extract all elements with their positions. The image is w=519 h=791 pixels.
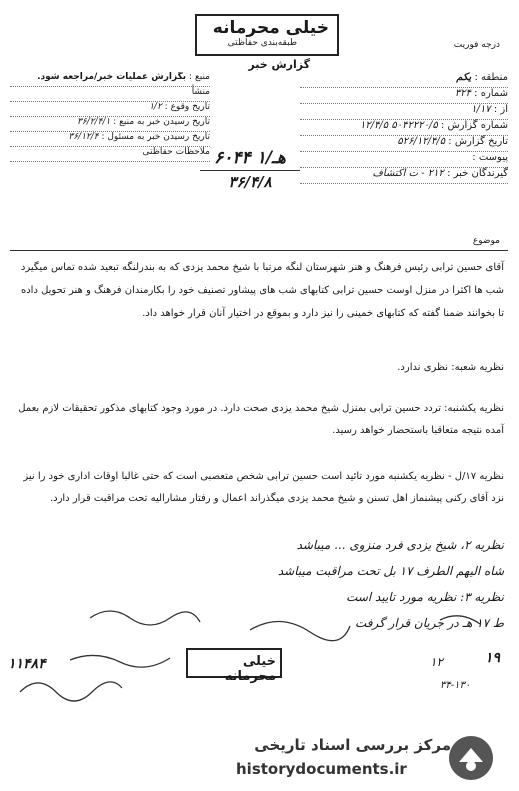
field-row: از : ۱/۱۷ <box>300 104 508 120</box>
field-value: ۵۲۶/۱۲/۴/۵ <box>397 136 446 147</box>
field-value: ۲۱۲ - ت اکتشاف <box>372 168 444 179</box>
handwritten-line: نظریه ۲، شیخ یزدی فرد منزوی ... میباشد <box>296 538 504 552</box>
field-value: بگزارش عملیات خبر/مراجعه شود. <box>37 72 187 82</box>
opinion-3: نظریه ۱۷/ل - نظریه یکشنبه مورد تائید است حسین ترابی شخص متعصبی است که حتی غالبا اوقات اداری خود را نیز نزد آقای رکنی پیشنماز اهل تسنن و شیخ محمد یزدی میگذراند اعمال و رفتار مشارالیه تحت مراقبت قرار دارد. <box>23 471 504 504</box>
left-fields <box>10 72 210 162</box>
field-row: شماره گزارش : ۵۰۴۲۲۲۰/۵ ۱۲/۴/۵ <box>300 120 508 136</box>
handwritten-line: شاه الیهم الطرف ۱۷ بل تحت مراقبت میباشد <box>277 564 504 578</box>
opinion-2: نظریه یکشنبه: تردد حسین ترابی بمنزل شیخ محمد یزدی صحت دارد. در مورد وجود کتابهای مذکور تحقیقات لازم بعمل آمده نتیجه متعاقبا باستحضار خواهد رسید. <box>18 403 504 436</box>
signature-stroke <box>70 655 170 667</box>
field-value: ۳۶/۱۲/۴ <box>68 132 99 142</box>
footer-classification-stamp <box>186 648 282 684</box>
handwritten-line: نظریه ۳: نظریه مورد تایید است <box>346 590 504 604</box>
field-value: ۱/۲ <box>149 102 162 112</box>
field-value: ۳۶/۲/۴/۱ <box>77 117 111 127</box>
field-value: ۱/۱۷ <box>471 104 491 115</box>
field-row: شماره : ۳۲۴ <box>300 88 508 104</box>
field-row <box>10 147 210 162</box>
right-fields <box>300 72 508 184</box>
report-title: گزارش خبر <box>248 58 310 71</box>
field-row: منبع : بگزارش عملیات خبر/مراجعه شود. <box>10 72 210 87</box>
signature-stroke <box>20 682 122 701</box>
field-value: ۳۲۴ <box>454 88 471 99</box>
field-label: تاریخ رسیدن خبر به منبع <box>119 117 210 127</box>
footer-code-2: ۱۲ <box>430 655 443 669</box>
classification-stamp-sub: طبقه‌بندی حفاظتی <box>227 38 297 48</box>
watermark-banner <box>230 728 515 788</box>
field-row: گیرندگان خبر : ۲۱۲ - ت اکتشاف <box>300 168 508 184</box>
stamp-number-line1: ۶۰۴۴ هـ/۱ <box>214 148 286 168</box>
field-label: منبع <box>194 72 210 82</box>
field-label: ملاحظات حفاظتی <box>142 147 210 157</box>
body-paragraph: آقای حسین ترابی رئیس فرهنگ و هنر شهرستان لنگه مرتبا با شیخ محمد یزدی که به بندرلنگه تبعید شده تماس میگیرد شب ها اکثرا در منزل اوست حسین ترابی کتابهای شب های پیشاور تصنیف خود را بکارمندان فرهنگ و هنر تحویل داده تا بخوانند ضمنا گفته که کتابهای خمینی را نیز دارد و بموقع در اختیار آنان قرار خواهد داد. <box>20 262 504 319</box>
field-label: از <box>500 104 508 115</box>
field-row <box>10 87 210 102</box>
field-row: تاریخ گزارش : ۵۲۶/۱۲/۴/۵ <box>300 136 508 152</box>
field-row: پیوست : <box>300 152 508 168</box>
stamp-number <box>190 148 310 191</box>
signature-stroke <box>90 611 200 625</box>
watermark-logo-icon <box>445 732 497 784</box>
footer-code-4: ۳۴-۱۳۰ <box>440 680 471 691</box>
classification-stamp-title: خیلی محرمانه <box>212 18 329 38</box>
field-label: شماره <box>480 88 508 99</box>
footer-code-3: ۱۹ <box>485 650 501 666</box>
footer-code-1: ۱۱۴۸۴ <box>8 656 46 672</box>
field-value: ۵۰۴۲۲۲۰/۵ ۱۲/۴/۵ <box>359 120 438 131</box>
signature-stroke <box>250 621 350 640</box>
priority-label: درجه فوریت <box>453 40 500 50</box>
classification-stamp <box>195 14 339 56</box>
field-row: تاریخ رسیدن خبر به منبع : ۳۶/۲/۴/۱ <box>10 117 210 132</box>
watermark-url: historydocuments.ir <box>236 760 407 778</box>
field-value: یکم <box>456 72 472 83</box>
subject-divider <box>10 250 508 251</box>
field-label: تاریخ وقوع <box>170 102 210 112</box>
field-label: منطقه <box>481 72 508 83</box>
field-label: تاریخ رسیدن خبر به مسئول <box>107 132 210 142</box>
footer-stamp-text: خیلی محرمانه <box>224 654 276 684</box>
stamp-number-divider <box>200 170 300 171</box>
field-label: منشأ <box>191 87 210 97</box>
field-label: شماره گزارش <box>447 120 508 131</box>
stamp-number-line2: ۳۶/۴/۸ <box>228 173 272 191</box>
handwritten-line: ط ۱۷ هـ در جریان قرار گرفت <box>354 616 504 630</box>
signature-stroke <box>440 616 480 624</box>
field-row: منطقه : یکم <box>300 72 508 88</box>
subject-label: موضوع <box>472 236 500 246</box>
field-label: پیوست <box>478 152 508 163</box>
field-row: تاریخ رسیدن خبر به مسئول : ۳۶/۱۲/۴ <box>10 132 210 147</box>
field-label: گیرندگان خبر <box>453 168 508 179</box>
field-row: تاریخ وقوع : ۱/۲ <box>10 102 210 117</box>
watermark-title: مرکز بررسی اسناد تاریخی <box>254 736 451 754</box>
field-label: تاریخ گزارش <box>454 136 508 147</box>
source-opinion: نظریه شعبه: نظری ندارد. <box>397 362 504 373</box>
